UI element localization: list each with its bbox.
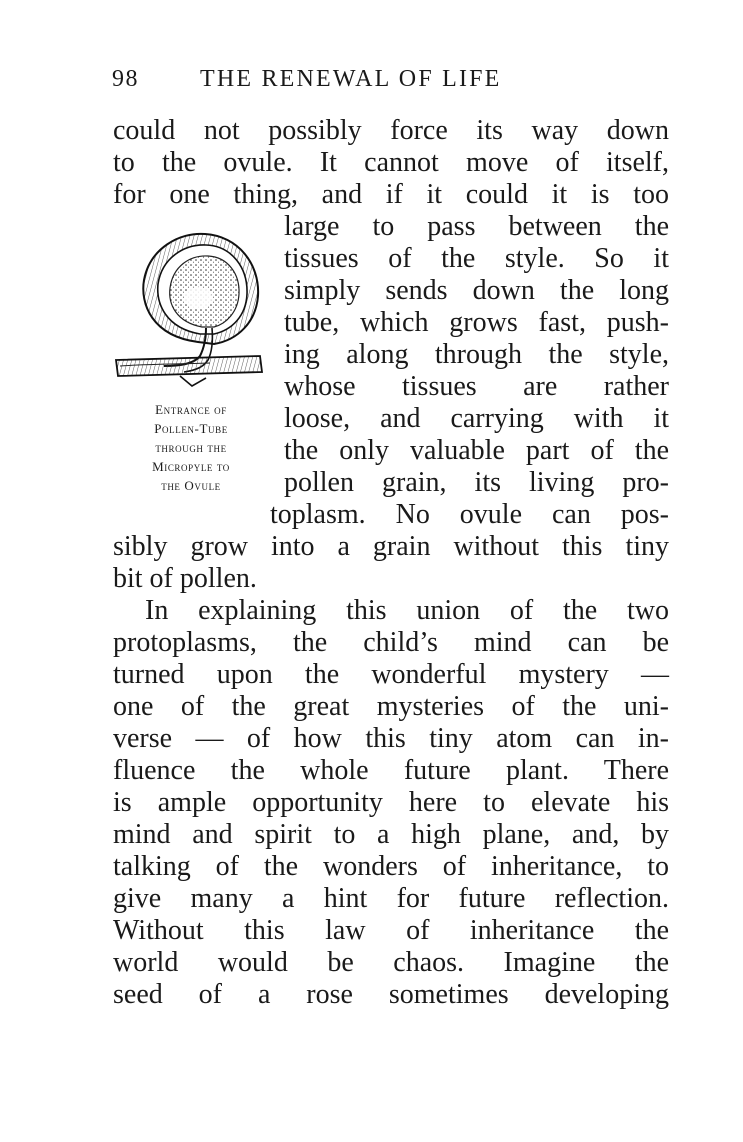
body-line: world would be chaos. Imagine the: [113, 947, 669, 978]
body-line: turned upon the wonderful mystery —: [113, 659, 669, 690]
body-line: fluence the whole future plant. There: [113, 755, 669, 786]
caption-line: Micropyle to: [152, 459, 230, 474]
body-line: large to pass between the: [284, 211, 669, 242]
caption-line: through the: [155, 440, 227, 455]
body-line: is ample opportunity here to elevate his: [113, 787, 669, 818]
body-line: ing along through the style,: [284, 339, 669, 370]
body-line: give many a hint for future reflection.: [113, 883, 669, 914]
body-line: protoplasms, the child’s mind can be: [113, 627, 669, 658]
page-number: 98: [112, 66, 139, 92]
body-line: talking of the wonders of inheritance, to: [113, 851, 669, 882]
body-line: one of the great mysteries of the uni-: [113, 691, 669, 722]
body-line: simply sends down the long: [284, 275, 669, 306]
caption-line: the Ovule: [161, 478, 221, 493]
body-line: the only valuable part of the: [284, 435, 669, 466]
body-line: sibly grow into a grain without this tiny: [113, 531, 669, 562]
ovule-diagram: [110, 224, 270, 396]
body-line: to the ovule. It cannot move of itself,: [113, 147, 669, 178]
body-line: In explaining this union of the two: [145, 595, 669, 626]
caption-line: Entrance of: [155, 402, 227, 417]
body-line: for one thing, and if it could it is too: [113, 179, 669, 210]
body-line: Without this law of inheritance the: [113, 915, 669, 946]
body-line: could not possibly force its way down: [113, 115, 669, 146]
body-line: seed of a rose sometimes developing: [113, 979, 669, 1010]
body-line: loose, and carrying with it: [284, 403, 669, 434]
body-line: tube, which grows fast, push-: [284, 307, 669, 338]
caption-line: Pollen-Tube: [154, 421, 228, 436]
ovule-illustration: [110, 224, 270, 396]
body-line: tissues of the style. So it: [284, 243, 669, 274]
running-head: [112, 66, 672, 98]
body-line: toplasm. No ovule can pos-: [270, 499, 669, 530]
figure-caption: [108, 400, 274, 495]
body-line: verse — of how this tiny atom can in-: [113, 723, 669, 754]
body-line: mind and spirit to a high plane, and, by: [113, 819, 669, 850]
body-line: whose tissues are rather: [284, 371, 669, 402]
body-line: pollen grain, its living pro-: [284, 467, 669, 498]
running-title: THE RENEWAL OF LIFE: [200, 66, 502, 92]
body-line: bit of pollen.: [113, 563, 257, 594]
